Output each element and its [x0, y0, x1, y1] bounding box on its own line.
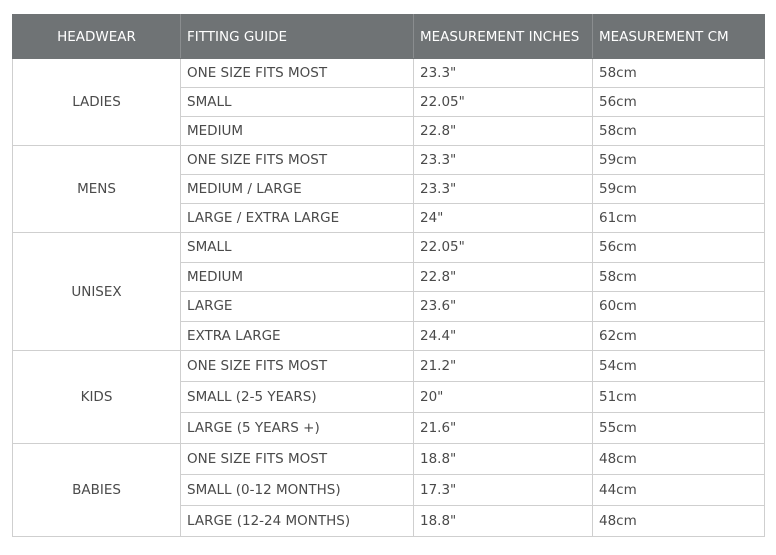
measurement-cm-cell: 58cm: [593, 117, 765, 146]
fitting-guide-cell: SMALL: [181, 88, 414, 117]
fitting-guide-cell: ONE SIZE FITS MOST: [181, 146, 414, 175]
measurement-inches-cell: 23.3": [414, 59, 593, 88]
measurement-cm-cell: 54cm: [593, 351, 765, 382]
fitting-guide-cell: MEDIUM: [181, 117, 414, 146]
header-row: [13, 15, 765, 59]
measurement-inches-cell: 24.4": [414, 321, 593, 351]
measurement-cm-cell: 58cm: [593, 262, 765, 292]
measurement-inches-cell: 24": [414, 204, 593, 233]
headwear-group-label: MENS: [13, 146, 181, 233]
table-row: [13, 59, 765, 88]
measurement-cm-cell: 44cm: [593, 475, 765, 506]
measurement-inches-cell: 22.8": [414, 117, 593, 146]
measurement-inches-cell: 18.8": [414, 506, 593, 537]
measurement-cm-cell: 59cm: [593, 146, 765, 175]
header-headwear: HEADWEAR: [13, 15, 181, 59]
measurement-inches-cell: 17.3": [414, 475, 593, 506]
measurement-cm-cell: 61cm: [593, 204, 765, 233]
measurement-inches-cell: 23.6": [414, 292, 593, 322]
fitting-guide-cell: EXTRA LARGE: [181, 321, 414, 351]
measurement-cm-cell: 60cm: [593, 292, 765, 322]
measurement-inches-cell: 22.8": [414, 262, 593, 292]
fitting-guide-cell: ONE SIZE FITS MOST: [181, 59, 414, 88]
headwear-group-label: LADIES: [13, 59, 181, 146]
header-measurement-inches: MEASUREMENT INCHES: [414, 15, 593, 59]
measurement-cm-cell: 58cm: [593, 59, 765, 88]
measurement-inches-cell: 21.2": [414, 351, 593, 382]
measurement-inches-cell: 18.8": [414, 444, 593, 475]
measurement-cm-cell: 56cm: [593, 233, 765, 263]
fitting-guide-cell: MEDIUM / LARGE: [181, 175, 414, 204]
fitting-guide-cell: LARGE: [181, 292, 414, 322]
measurement-cm-cell: 48cm: [593, 506, 765, 537]
size-guide-table: [12, 14, 765, 537]
fitting-guide-cell: SMALL: [181, 233, 414, 263]
fitting-guide-cell: SMALL (0-12 MONTHS): [181, 475, 414, 506]
fitting-guide-cell: ONE SIZE FITS MOST: [181, 351, 414, 382]
fitting-guide-cell: LARGE (5 YEARS +): [181, 413, 414, 444]
table-row: [13, 351, 765, 382]
fitting-guide-cell: LARGE / EXTRA LARGE: [181, 204, 414, 233]
measurement-inches-cell: 22.05": [414, 233, 593, 263]
table-body: [13, 59, 765, 537]
header-fitting-guide: FITTING GUIDE: [181, 15, 414, 59]
header-measurement-cm: MEASUREMENT CM: [593, 15, 765, 59]
measurement-inches-cell: 21.6": [414, 413, 593, 444]
headwear-group-label: BABIES: [13, 444, 181, 537]
measurement-cm-cell: 48cm: [593, 444, 765, 475]
fitting-guide-cell: MEDIUM: [181, 262, 414, 292]
measurement-inches-cell: 20": [414, 382, 593, 413]
headwear-group-label: UNISEX: [13, 233, 181, 351]
fitting-guide-cell: SMALL (2-5 YEARS): [181, 382, 414, 413]
measurement-inches-cell: 22.05": [414, 88, 593, 117]
table-row: [13, 146, 765, 175]
measurement-inches-cell: 23.3": [414, 175, 593, 204]
measurement-cm-cell: 56cm: [593, 88, 765, 117]
measurement-inches-cell: 23.3": [414, 146, 593, 175]
measurement-cm-cell: 59cm: [593, 175, 765, 204]
table-row: [13, 233, 765, 263]
headwear-group-label: KIDS: [13, 351, 181, 444]
measurement-cm-cell: 55cm: [593, 413, 765, 444]
measurement-cm-cell: 62cm: [593, 321, 765, 351]
fitting-guide-cell: LARGE (12-24 MONTHS): [181, 506, 414, 537]
measurement-cm-cell: 51cm: [593, 382, 765, 413]
fitting-guide-cell: ONE SIZE FITS MOST: [181, 444, 414, 475]
table-row: [13, 444, 765, 475]
